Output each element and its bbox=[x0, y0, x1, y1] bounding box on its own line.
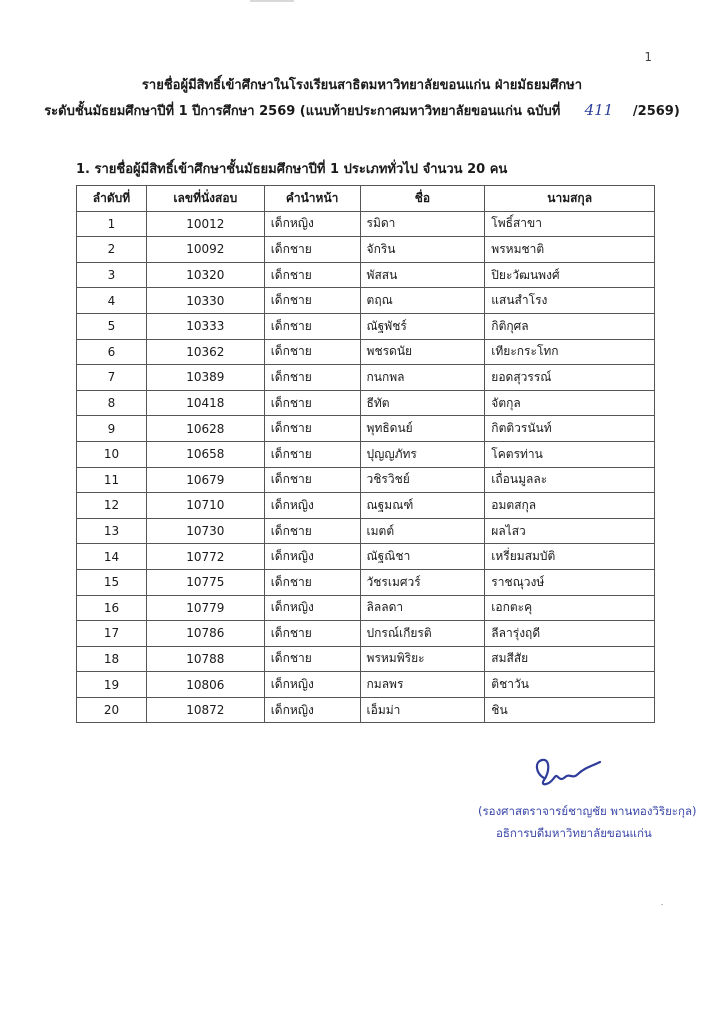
cell-seat-number: 10389 bbox=[146, 365, 264, 391]
scan-mark-top bbox=[250, 0, 294, 2]
cell-last-name: ยอดสุวรรณ์ bbox=[485, 365, 655, 391]
cell-order: 4 bbox=[77, 288, 147, 314]
admission-table bbox=[76, 185, 655, 723]
cell-prefix: เด็กชาย bbox=[264, 365, 360, 391]
cell-last-name: ราชณุวงษ์ bbox=[485, 569, 655, 595]
cell-seat-number: 10012 bbox=[146, 211, 264, 237]
cell-order: 1 bbox=[77, 211, 147, 237]
cell-prefix: เด็กหญิง bbox=[264, 211, 360, 237]
table-row bbox=[77, 416, 655, 442]
table-row bbox=[77, 390, 655, 416]
cell-last-name: ติชาวัน bbox=[485, 672, 655, 698]
cell-seat-number: 10872 bbox=[146, 697, 264, 723]
cell-order: 11 bbox=[77, 467, 147, 493]
cell-last-name: เอกตะคุ bbox=[485, 595, 655, 621]
cell-order: 8 bbox=[77, 390, 147, 416]
cell-first-name: รมิดา bbox=[360, 211, 485, 237]
table-row bbox=[77, 595, 655, 621]
cell-last-name: กิติกุศล bbox=[485, 313, 655, 339]
cell-prefix: เด็กชาย bbox=[264, 467, 360, 493]
table-row bbox=[77, 646, 655, 672]
cell-order: 10 bbox=[77, 441, 147, 467]
cell-prefix: เด็กชาย bbox=[264, 518, 360, 544]
cell-last-name: สมสีสัย bbox=[485, 646, 655, 672]
announcement-number: 411 bbox=[584, 101, 614, 119]
cell-prefix: เด็กหญิง bbox=[264, 697, 360, 723]
cell-seat-number: 10333 bbox=[146, 313, 264, 339]
cell-seat-number: 10806 bbox=[146, 672, 264, 698]
table-row bbox=[77, 697, 655, 723]
cell-order: 7 bbox=[77, 365, 147, 391]
cell-order: 20 bbox=[77, 697, 147, 723]
cell-last-name: จัตกุล bbox=[485, 390, 655, 416]
cell-last-name: โคตรท่าน bbox=[485, 441, 655, 467]
cell-prefix: เด็กชาย bbox=[264, 390, 360, 416]
signatory-name: (รองศาสตราจารย์ชาญชัย พานทองวิริยะกุล) bbox=[478, 804, 697, 818]
cell-first-name: วัชรเมศวร์ bbox=[360, 569, 485, 595]
cell-order: 12 bbox=[77, 493, 147, 519]
cell-order: 13 bbox=[77, 518, 147, 544]
cell-first-name: ลิลลดา bbox=[360, 595, 485, 621]
cell-first-name: วชิรวิชย์ bbox=[360, 467, 485, 493]
cell-seat-number: 10320 bbox=[146, 262, 264, 288]
table-row bbox=[77, 493, 655, 519]
cell-seat-number: 10775 bbox=[146, 569, 264, 595]
cell-seat-number: 10628 bbox=[146, 416, 264, 442]
cell-seat-number: 10730 bbox=[146, 518, 264, 544]
cell-seat-number: 10679 bbox=[146, 467, 264, 493]
cell-last-name: ลีลารุ่งฤดี bbox=[485, 621, 655, 647]
header-first-name: ชื่อ bbox=[360, 186, 485, 212]
table-row bbox=[77, 365, 655, 391]
cell-first-name: ณัฐพัชร์ bbox=[360, 313, 485, 339]
cell-first-name: ปกรณ์เกียรติ bbox=[360, 621, 485, 647]
table-row bbox=[77, 339, 655, 365]
cell-last-name: อมตสกุล bbox=[485, 493, 655, 519]
cell-prefix: เด็กชาย bbox=[264, 441, 360, 467]
header-line-2-year: /2569) bbox=[632, 104, 680, 119]
cell-prefix: เด็กชาย bbox=[264, 569, 360, 595]
table-row bbox=[77, 672, 655, 698]
cell-first-name: กนกพล bbox=[360, 365, 485, 391]
cell-first-name: ณฐมณฑ์ bbox=[360, 493, 485, 519]
cell-prefix: เด็กชาย bbox=[264, 313, 360, 339]
cell-prefix: เด็กหญิง bbox=[264, 493, 360, 519]
header-line-1: รายชื่อผู้มีสิทธิ์เข้าศึกษาในโรงเรียนสาธิตมหาวิทยาลัยขอนแก่น ฝ่ายมัธยมศึกษา bbox=[141, 78, 583, 93]
cell-seat-number: 10772 bbox=[146, 544, 264, 570]
cell-first-name: ตฤณ bbox=[360, 288, 485, 314]
cell-last-name: ปิยะวัฒนพงศ์ bbox=[485, 262, 655, 288]
cell-order: 15 bbox=[77, 569, 147, 595]
document-header bbox=[40, 74, 684, 124]
header-line-2-text: ระดับชั้นมัธยมศึกษาปีที่ 1 ปีการศึกษา 2569 (แนบท้ายประกาศมหาวิทยาลัยขอนแก่น ฉบับที่ bbox=[44, 104, 561, 119]
cell-last-name: กิตติวรนันท์ bbox=[485, 416, 655, 442]
table-row bbox=[77, 262, 655, 288]
cell-seat-number: 10658 bbox=[146, 441, 264, 467]
table-row bbox=[77, 544, 655, 570]
cell-first-name: พัสสน bbox=[360, 262, 485, 288]
header-prefix: คำนำหน้า bbox=[264, 186, 360, 212]
table-row bbox=[77, 467, 655, 493]
cell-prefix: เด็กหญิง bbox=[264, 544, 360, 570]
cell-prefix: เด็กหญิง bbox=[264, 595, 360, 621]
cell-seat-number: 10418 bbox=[146, 390, 264, 416]
cell-last-name: ชิน bbox=[485, 697, 655, 723]
cell-last-name: พรหมชาติ bbox=[485, 237, 655, 263]
table-row bbox=[77, 211, 655, 237]
cell-prefix: เด็กชาย bbox=[264, 416, 360, 442]
handwritten-signature bbox=[528, 752, 604, 796]
cell-order: 9 bbox=[77, 416, 147, 442]
cell-order: 2 bbox=[77, 237, 147, 263]
cell-prefix: เด็กหญิง bbox=[264, 672, 360, 698]
table-row bbox=[77, 569, 655, 595]
header-last-name: นามสกุล bbox=[485, 186, 655, 212]
cell-first-name: ปุญญภัทร bbox=[360, 441, 485, 467]
cell-last-name: โพธิ์สาขา bbox=[485, 211, 655, 237]
cell-order: 17 bbox=[77, 621, 147, 647]
cell-seat-number: 10779 bbox=[146, 595, 264, 621]
header-seat-number: เลขที่นั่งสอบ bbox=[146, 186, 264, 212]
cell-order: 18 bbox=[77, 646, 147, 672]
cell-prefix: เด็กชาย bbox=[264, 288, 360, 314]
cell-prefix: เด็กชาย bbox=[264, 646, 360, 672]
table-row bbox=[77, 621, 655, 647]
cell-seat-number: 10710 bbox=[146, 493, 264, 519]
cell-first-name: จักริน bbox=[360, 237, 485, 263]
cell-prefix: เด็กชาย bbox=[264, 237, 360, 263]
cell-seat-number: 10788 bbox=[146, 646, 264, 672]
table-row bbox=[77, 441, 655, 467]
cell-last-name: แสนสำโรง bbox=[485, 288, 655, 314]
cell-order: 16 bbox=[77, 595, 147, 621]
cell-first-name: พรหมพิริยะ bbox=[360, 646, 485, 672]
cell-first-name: พุทธิดนย์ bbox=[360, 416, 485, 442]
cell-order: 3 bbox=[77, 262, 147, 288]
signatory-title: อธิการบดีมหาวิทยาลัยขอนแก่น bbox=[496, 826, 652, 840]
cell-last-name: เถื่อนมูลละ bbox=[485, 467, 655, 493]
table-row bbox=[77, 518, 655, 544]
cell-seat-number: 10330 bbox=[146, 288, 264, 314]
section-heading: 1. รายชื่อผู้มีสิทธิ์เข้าศึกษาชั้นมัธยมศึกษาปีที่ 1 ประเภททั่วไป จำนวน 20 คน bbox=[76, 162, 508, 177]
cell-first-name: กมลพร bbox=[360, 672, 485, 698]
cell-first-name: เอ็มม่า bbox=[360, 697, 485, 723]
scan-speck bbox=[661, 904, 663, 905]
cell-seat-number: 10362 bbox=[146, 339, 264, 365]
table-header-row bbox=[77, 186, 655, 212]
table-row bbox=[77, 313, 655, 339]
cell-last-name: ผลไสว bbox=[485, 518, 655, 544]
cell-first-name: ธีทัต bbox=[360, 390, 485, 416]
cell-order: 6 bbox=[77, 339, 147, 365]
signature-block bbox=[478, 800, 724, 844]
page-number: 1 bbox=[644, 50, 652, 64]
header-order: ลำดับที่ bbox=[77, 186, 147, 212]
cell-seat-number: 10786 bbox=[146, 621, 264, 647]
cell-order: 19 bbox=[77, 672, 147, 698]
cell-seat-number: 10092 bbox=[146, 237, 264, 263]
cell-first-name: ณัฐณิชา bbox=[360, 544, 485, 570]
cell-first-name: พชรดนัย bbox=[360, 339, 485, 365]
table-row bbox=[77, 288, 655, 314]
cell-last-name: เหรี่ยมสมบัติ bbox=[485, 544, 655, 570]
cell-last-name: เทียะกระโทก bbox=[485, 339, 655, 365]
cell-order: 14 bbox=[77, 544, 147, 570]
cell-order: 5 bbox=[77, 313, 147, 339]
cell-prefix: เด็กชาย bbox=[264, 339, 360, 365]
table-row bbox=[77, 237, 655, 263]
header-line-2 bbox=[40, 98, 684, 124]
cell-prefix: เด็กชาย bbox=[264, 262, 360, 288]
cell-first-name: เมตต์ bbox=[360, 518, 485, 544]
cell-prefix: เด็กชาย bbox=[264, 621, 360, 647]
